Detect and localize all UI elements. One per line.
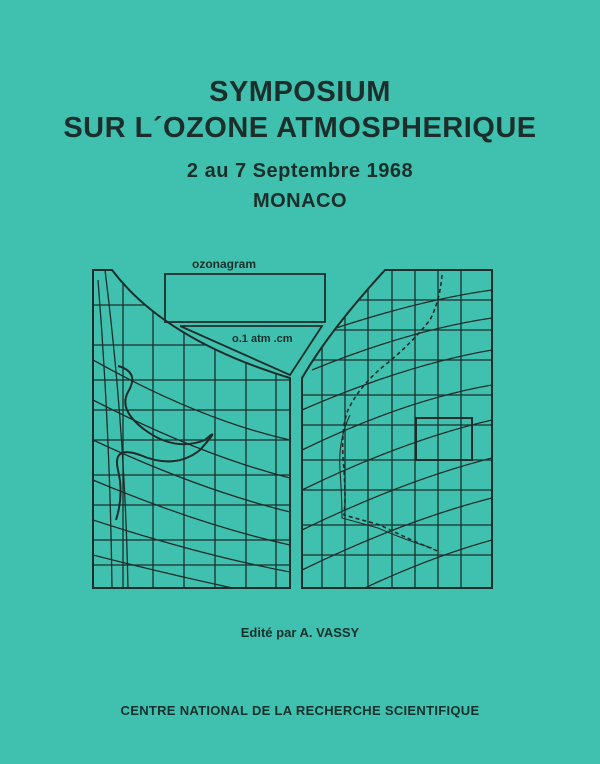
ozonagram-label: ozonagram xyxy=(192,257,257,271)
editor-credit: Edité par A. VASSY xyxy=(240,625,360,640)
publisher-name: CENTRE NATIONAL DE LA RECHERCHE SCIENTIFIQUE xyxy=(120,703,480,718)
title-line-2: SUR L´OZONE ATMOSPHERIQUE xyxy=(63,112,537,144)
left-chart-panel xyxy=(93,270,290,600)
event-location: MONACO xyxy=(252,190,348,212)
ozonagram-header xyxy=(165,274,325,375)
title-line-1: SYMPOSIUM xyxy=(209,76,391,108)
event-dates: 2 au 7 Septembre 1968 xyxy=(186,160,414,182)
right-chart-panel xyxy=(302,270,492,600)
scale-label: o.1 atm .cm xyxy=(232,333,293,345)
